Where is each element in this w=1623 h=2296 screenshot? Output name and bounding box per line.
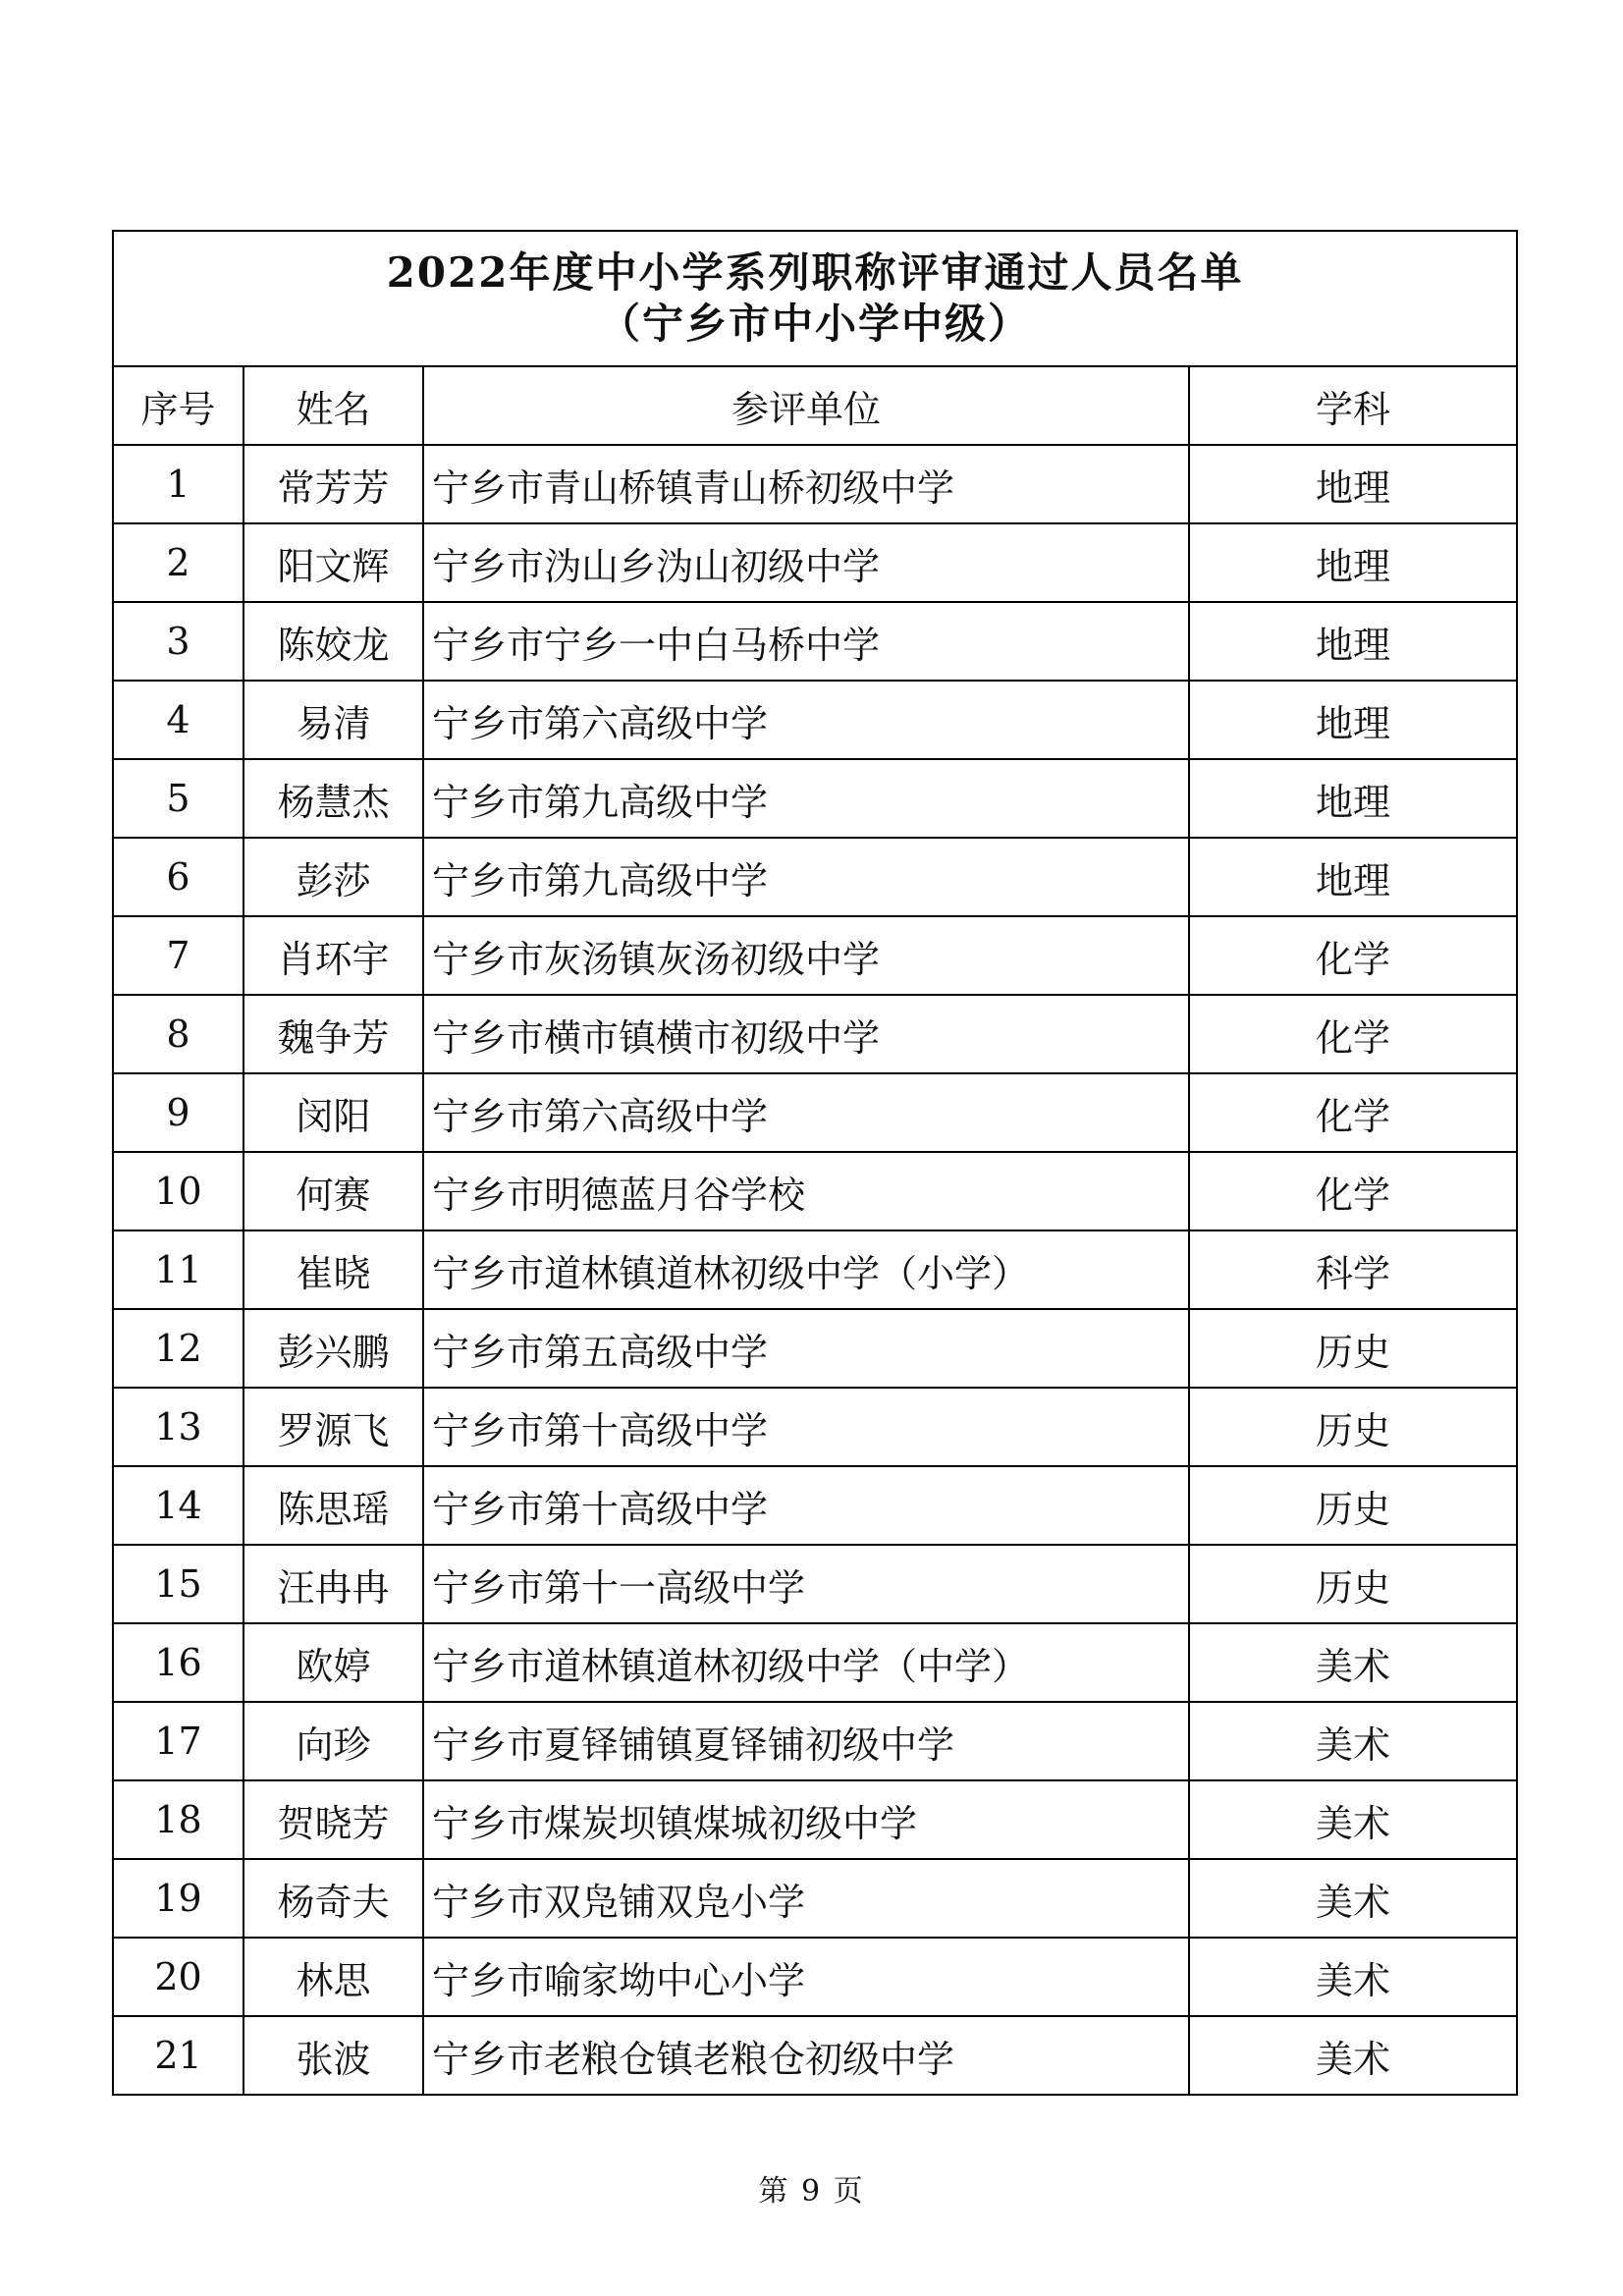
subject-name: 地理 — [1189, 681, 1517, 759]
row-number: 9 — [113, 1073, 243, 1152]
row-number: 4 — [113, 681, 243, 759]
row-number: 11 — [113, 1230, 243, 1309]
person-name: 杨奇夫 — [243, 1859, 423, 1938]
table-title — [113, 231, 1517, 366]
subject-name: 美术 — [1189, 2016, 1517, 2095]
unit-name: 宁乡市第十一高级中学 — [423, 1545, 1189, 1623]
table-row — [113, 995, 1517, 1073]
table-row — [113, 1152, 1517, 1230]
unit-name: 宁乡市第九高级中学 — [423, 838, 1189, 916]
unit-name: 宁乡市老粮仓镇老粮仓初级中学 — [423, 2016, 1189, 2095]
table-row — [113, 1073, 1517, 1152]
subject-name: 地理 — [1189, 602, 1517, 681]
table-row — [113, 1702, 1517, 1780]
person-name: 陈思瑶 — [243, 1466, 423, 1545]
table-row — [113, 1230, 1517, 1309]
table-row — [113, 523, 1517, 602]
row-number: 1 — [113, 445, 243, 523]
table-row — [113, 1938, 1517, 2016]
unit-name: 宁乡市夏铎铺镇夏铎铺初级中学 — [423, 1702, 1189, 1780]
unit-name: 宁乡市第九高级中学 — [423, 759, 1189, 838]
person-name: 崔晓 — [243, 1230, 423, 1309]
row-number: 21 — [113, 2016, 243, 2095]
unit-name: 宁乡市宁乡一中白马桥中学 — [423, 602, 1189, 681]
row-number: 5 — [113, 759, 243, 838]
row-number: 17 — [113, 1702, 243, 1780]
subject-name: 化学 — [1189, 916, 1517, 995]
page-number: 第 9 页 — [758, 2174, 865, 2209]
subject-name: 美术 — [1189, 1780, 1517, 1859]
subject-name: 美术 — [1189, 1859, 1517, 1938]
header-num: 序号 — [113, 366, 243, 445]
row-number: 3 — [113, 602, 243, 681]
row-number: 15 — [113, 1545, 243, 1623]
person-name: 罗源飞 — [243, 1388, 423, 1466]
person-name: 林思 — [243, 1938, 423, 2016]
person-name: 何赛 — [243, 1152, 423, 1230]
row-number: 20 — [113, 1938, 243, 2016]
personnel-table — [112, 230, 1518, 2096]
person-name: 彭兴鹏 — [243, 1309, 423, 1388]
person-name: 闵阳 — [243, 1073, 423, 1152]
person-name: 陈姣龙 — [243, 602, 423, 681]
person-name: 易清 — [243, 681, 423, 759]
unit-name: 宁乡市横市镇横市初级中学 — [423, 995, 1189, 1073]
table-row — [113, 1309, 1517, 1388]
table-row — [113, 838, 1517, 916]
subject-name: 化学 — [1189, 1073, 1517, 1152]
subject-name: 历史 — [1189, 1545, 1517, 1623]
person-name: 阳文辉 — [243, 523, 423, 602]
row-number: 18 — [113, 1780, 243, 1859]
table-row — [113, 445, 1517, 523]
subject-name: 地理 — [1189, 838, 1517, 916]
person-name: 张波 — [243, 2016, 423, 2095]
unit-name: 宁乡市灰汤镇灰汤初级中学 — [423, 916, 1189, 995]
row-number: 14 — [113, 1466, 243, 1545]
subject-name: 历史 — [1189, 1466, 1517, 1545]
unit-name: 宁乡市喻家坳中心小学 — [423, 1938, 1189, 2016]
unit-name: 宁乡市第十高级中学 — [423, 1388, 1189, 1466]
row-number: 10 — [113, 1152, 243, 1230]
subject-name: 美术 — [1189, 1702, 1517, 1780]
unit-name: 宁乡市第六高级中学 — [423, 1073, 1189, 1152]
person-name: 魏争芳 — [243, 995, 423, 1073]
unit-name: 宁乡市第六高级中学 — [423, 681, 1189, 759]
unit-name: 宁乡市道林镇道林初级中学（中学） — [423, 1623, 1189, 1702]
table-body — [113, 445, 1517, 2095]
table-row — [113, 759, 1517, 838]
title-line-1: 2022年度中小学系列职称评审通过人员名单 — [386, 248, 1244, 297]
unit-name: 宁乡市煤炭坝镇煤城初级中学 — [423, 1780, 1189, 1859]
row-number: 6 — [113, 838, 243, 916]
person-name: 杨慧杰 — [243, 759, 423, 838]
table-row — [113, 2016, 1517, 2095]
unit-name: 宁乡市青山桥镇青山桥初级中学 — [423, 445, 1189, 523]
row-number: 19 — [113, 1859, 243, 1938]
table-row — [113, 916, 1517, 995]
subject-name: 化学 — [1189, 995, 1517, 1073]
person-name: 彭莎 — [243, 838, 423, 916]
person-name: 贺晓芳 — [243, 1780, 423, 1859]
table-row — [113, 1545, 1517, 1623]
subject-name: 历史 — [1189, 1388, 1517, 1466]
row-number: 16 — [113, 1623, 243, 1702]
subject-name: 历史 — [1189, 1309, 1517, 1388]
header-unit: 参评单位 — [423, 366, 1189, 445]
person-name: 肖环宇 — [243, 916, 423, 995]
person-name: 欧婷 — [243, 1623, 423, 1702]
row-number: 12 — [113, 1309, 243, 1388]
header-name: 姓名 — [243, 366, 423, 445]
title-row — [113, 231, 1517, 366]
row-number: 13 — [113, 1388, 243, 1466]
subject-name: 化学 — [1189, 1152, 1517, 1230]
unit-name: 宁乡市沩山乡沩山初级中学 — [423, 523, 1189, 602]
row-number: 8 — [113, 995, 243, 1073]
person-name: 向珍 — [243, 1702, 423, 1780]
row-number: 2 — [113, 523, 243, 602]
unit-name: 宁乡市道林镇道林初级中学（小学） — [423, 1230, 1189, 1309]
subject-name: 地理 — [1189, 445, 1517, 523]
table-row — [113, 602, 1517, 681]
table-row — [113, 681, 1517, 759]
unit-name: 宁乡市双凫铺双凫小学 — [423, 1859, 1189, 1938]
subject-name: 美术 — [1189, 1623, 1517, 1702]
table-row — [113, 1466, 1517, 1545]
table-row — [113, 1780, 1517, 1859]
subject-name: 地理 — [1189, 523, 1517, 602]
table-row — [113, 1623, 1517, 1702]
subject-name: 科学 — [1189, 1230, 1517, 1309]
person-name: 汪冉冉 — [243, 1545, 423, 1623]
document-sheet — [112, 230, 1516, 2096]
header-row — [113, 366, 1517, 445]
table-row — [113, 1388, 1517, 1466]
unit-name: 宁乡市第五高级中学 — [423, 1309, 1189, 1388]
table-row — [113, 1859, 1517, 1938]
subject-name: 地理 — [1189, 759, 1517, 838]
title-line-2: （宁乡市中小学中级） — [599, 300, 1032, 348]
header-subject: 学科 — [1189, 366, 1517, 445]
unit-name: 宁乡市第十高级中学 — [423, 1466, 1189, 1545]
subject-name: 美术 — [1189, 1938, 1517, 2016]
unit-name: 宁乡市明德蓝月谷学校 — [423, 1152, 1189, 1230]
person-name: 常芳芳 — [243, 445, 423, 523]
row-number: 7 — [113, 916, 243, 995]
